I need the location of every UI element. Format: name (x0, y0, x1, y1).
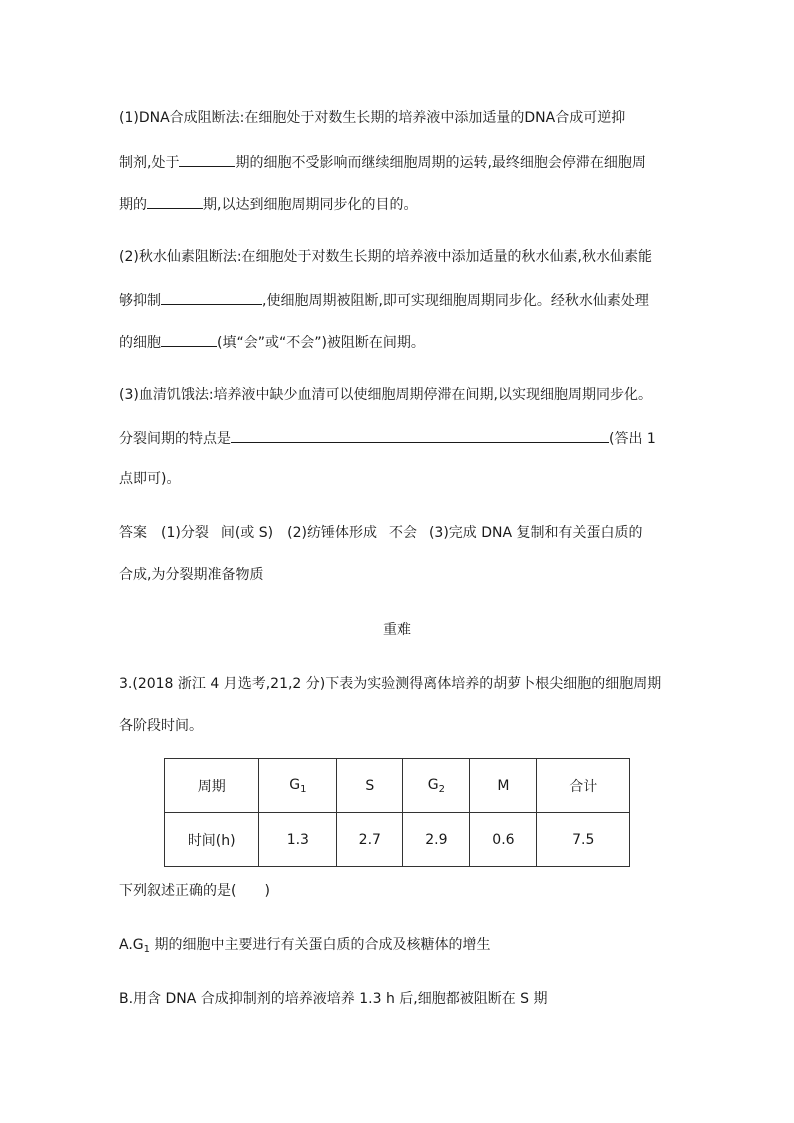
q3-line2: 各阶段时间。 (119, 718, 203, 734)
q3-line1: 3.(2018 浙江 4 月选考,21,2 分)下表为实验测得离体培养的胡萝卜根尖细胞的细胞周期 (119, 676, 662, 692)
row-cell-label: 时间(h) (165, 813, 259, 867)
answer-part3: (3)完成 DNA 复制和有关蛋白质的 (428, 525, 643, 541)
answer-part2b: 不会 (388, 525, 417, 541)
cell-cycle-table (164, 758, 630, 867)
p2-line2-text-b: ,使细胞周期被阻断,即可实现细胞周期同步化。经秋水仙素处理 (262, 293, 649, 309)
answer-blank-2[interactable] (147, 193, 203, 209)
p3-line1: (3)血清饥饿法:培养液中缺少血清可以使细胞周期停滞在间期,以实现细胞周期同步化。 (119, 387, 652, 403)
p1-line3-text-a: 期的 (119, 197, 147, 213)
header-cell-total: 合计 (537, 759, 630, 813)
header-cell-m: M (470, 759, 537, 813)
header-cell-g1: $G_1$ (259, 759, 337, 813)
q3-prompt: 下列叙述正确的是( ) (119, 883, 270, 899)
table-header-row (165, 759, 630, 813)
option-a-text: 期的细胞中主要进行有关蛋白质的合成及核糖体的增生 (150, 937, 491, 953)
header-cell-g2: $G_2$ (403, 759, 470, 813)
table-row (165, 813, 630, 867)
answer-label: 答案 (119, 525, 147, 541)
option-b[interactable]: B.用含 DNA 合成抑制剂的培养液培养 1.3 h 后,细胞都被阻断在 S 期 (119, 991, 548, 1007)
row-cell-g1: 1.3 (259, 813, 337, 867)
p1-line1: (1)DNA合成阻断法:在细胞处于对数生长期的培养液中添加适量的DNA合成可逆抑 (119, 110, 626, 126)
p3-line2-text-b: (答出 1 (609, 431, 656, 447)
answer-part1b: 间(或 S) (220, 525, 274, 541)
option-a-prefix: A.G (119, 937, 144, 953)
p1-line3-text-b: 期,以达到细胞周期同步化的目的。 (203, 197, 418, 213)
p3-line3: 点即可)。 (119, 471, 181, 487)
header-cell-period: 周期 (165, 759, 259, 813)
header-cell-s: S (337, 759, 403, 813)
section-title: 重难 (383, 622, 411, 638)
answer-line1 (119, 523, 643, 543)
p2-line3-text-a: 的细胞 (119, 335, 161, 351)
p2-line3-text-b: (填“会”或“不会”)被阻断在间期。 (217, 335, 425, 351)
row-cell-s: 2.7 (337, 813, 403, 867)
answer-blank-4[interactable] (161, 331, 217, 347)
option-a-subscript: 1 (143, 944, 151, 955)
row-cell-m: 0.6 (470, 813, 537, 867)
p3-line2-text-a: 分裂间期的特点是 (119, 431, 231, 447)
p2-line1: (2)秋水仙素阻断法:在细胞处于对数生长期的培养液中添加适量的秋水仙素,秋水仙素能 (119, 249, 652, 265)
answer-blank-3[interactable] (161, 289, 262, 305)
answer-line2: 合成,为分裂期准备物质 (119, 567, 264, 583)
p3-line2 (119, 427, 656, 449)
p1-line2-text-a: 制剂,处于 (119, 155, 180, 171)
answer-blank-5[interactable] (231, 427, 609, 443)
row-cell-total: 7.5 (537, 813, 630, 867)
p1-line3 (119, 193, 417, 215)
row-cell-g2: 2.9 (403, 813, 470, 867)
option-a[interactable] (119, 935, 490, 960)
answer-part2: (2)纺锤体形成 (287, 525, 377, 541)
p2-line2 (119, 289, 649, 311)
p1-line2 (119, 151, 646, 173)
answer-part1: (1)分裂 (161, 525, 209, 541)
answer-blank-1[interactable] (179, 151, 235, 167)
p1-line2-text-b: 期的细胞不受影响而继续细胞周期的运转,最终细胞会停滞在细胞周 (235, 155, 646, 171)
p2-line2-text-a: 够抑制 (119, 293, 161, 309)
p2-line3 (119, 331, 425, 353)
